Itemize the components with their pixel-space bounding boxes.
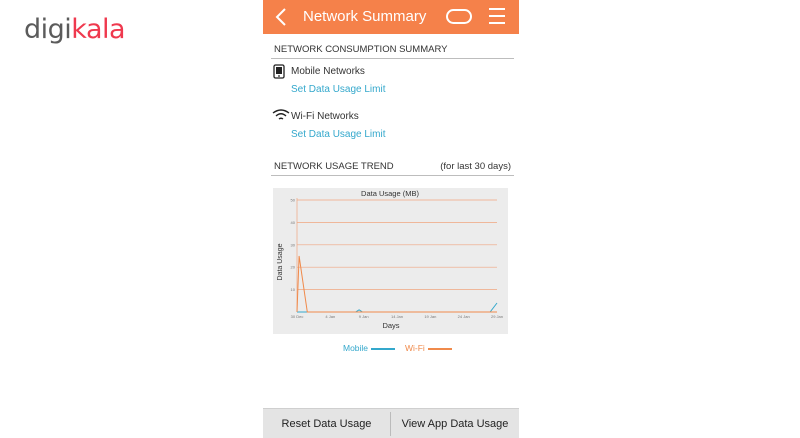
chart-y-tick-label: 40 [290,219,295,225]
page-title: Network Summary [303,8,427,25]
logo-text-part2: kala [71,14,126,45]
legend-mobile [343,343,395,353]
usage-chart-svg [273,188,508,334]
chart-x-tick-label: 30 Dec [290,314,304,319]
chart-ylabel: Data Usage [277,243,284,281]
back-button[interactable] [271,4,293,30]
consumption-heading: NETWORK CONSUMPTION SUMMARY [274,44,448,55]
app-bar [263,0,519,34]
menu-button[interactable] [489,8,505,24]
legend-mobile-swatch [371,348,395,350]
legend-wifi-label: Wi-Fi [405,343,425,353]
chart-xlabel: Days [382,321,400,330]
menu-icon-bar [489,8,505,10]
bottom-action-bar [263,408,519,438]
chart-x-tick-label: 19 Jan [424,314,437,319]
legend-wifi [405,343,452,353]
chart-x-tick-label: 29 Jan [490,314,504,319]
mobile-set-limit-link[interactable]: Set Data Usage Limit [291,84,386,95]
toggle-switch[interactable] [446,9,472,24]
wifi-networks-label: Wi-Fi Networks [291,111,359,122]
chart-x-tick-label: 24 Jan [457,314,470,319]
legend-mobile-label: Mobile [343,343,369,353]
reset-data-usage-button[interactable]: Reset Data Usage [281,418,372,430]
phone-screen [263,0,519,438]
chart-y-tick-label: 20 [290,264,295,270]
chevron-left-icon [271,4,293,30]
divider [271,58,514,59]
trend-heading: NETWORK USAGE TREND [274,161,394,172]
chart-y-tick-label: 30 [290,242,295,248]
divider [271,175,514,176]
wifi-icon [272,108,288,122]
phone-icon [272,64,288,78]
chart-y-tick-label: 10 [290,287,295,293]
trend-range: (for last 30 days) [440,161,511,172]
digikala-logo [24,14,125,45]
chart-title: Data Usage (MB) [361,189,419,198]
chart-series-line-wi-fi [297,256,497,312]
menu-icon-bar [489,15,505,17]
chart-x-tick-label: 9 Jan [358,314,369,319]
wifi-set-limit-link[interactable]: Set Data Usage Limit [291,129,386,140]
chart-x-tick-label: 14 Jan [390,314,404,319]
usage-chart [273,188,508,334]
chart-x-tick-label: 4 Jan [325,314,336,319]
menu-icon-bar [489,22,505,24]
chart-y-tick-label: 50 [290,197,295,203]
logo-text-part1: digi [24,14,72,45]
chart-series-line-mobile [297,303,497,312]
view-app-data-usage-button[interactable]: View App Data Usage [401,418,509,430]
mobile-networks-label: Mobile Networks [291,66,365,77]
legend-wifi-swatch [428,348,452,350]
